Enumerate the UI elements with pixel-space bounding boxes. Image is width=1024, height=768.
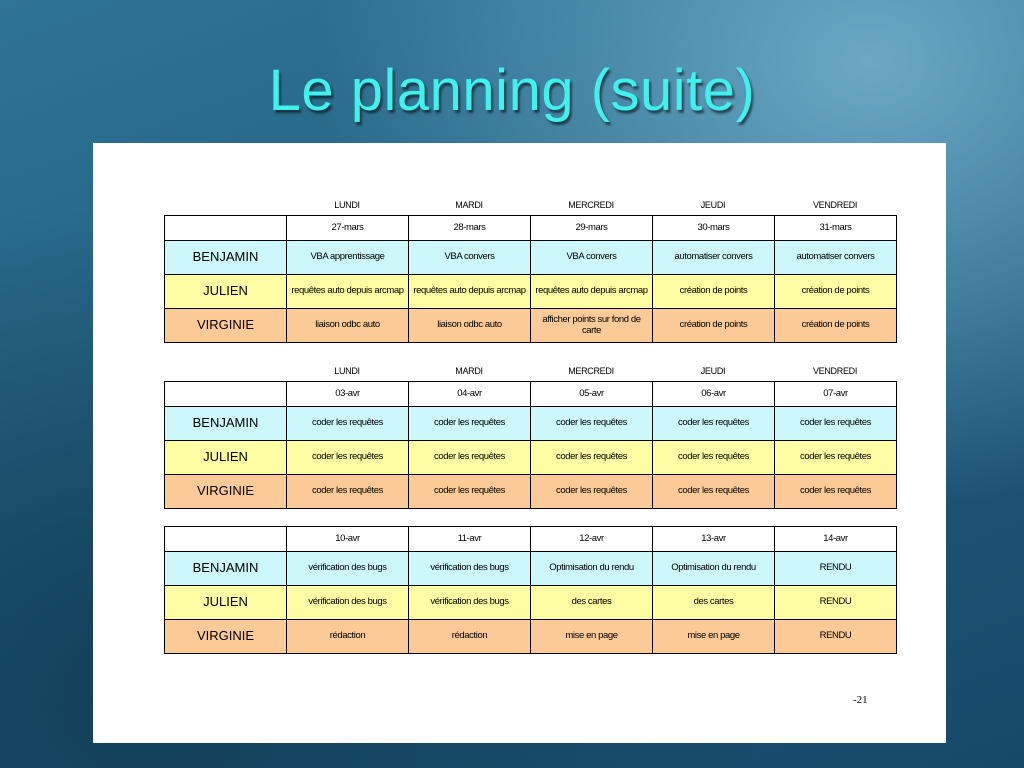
week-schedule-1 xyxy=(164,195,897,343)
task-cell: des cartes xyxy=(531,586,653,620)
task-cell: Optimisation du rendu xyxy=(531,552,653,586)
person-name: JULIEN xyxy=(165,586,287,620)
person-row xyxy=(165,241,897,275)
corner-cell xyxy=(165,216,287,241)
schedule-document xyxy=(93,143,946,743)
date-cell: 07-avr xyxy=(775,382,897,407)
person-name: BENJAMIN xyxy=(165,241,287,275)
task-cell: création de points xyxy=(653,275,775,309)
task-cell: requêtes auto depuis arcmap xyxy=(531,275,653,309)
day-name: JEUDI xyxy=(700,200,726,210)
person-row xyxy=(165,475,897,509)
task-cell: vérification des bugs xyxy=(409,552,531,586)
person-row xyxy=(165,586,897,620)
task-cell: Optimisation du rendu xyxy=(653,552,775,586)
task-cell: coder les requêtes xyxy=(775,441,897,475)
date-row xyxy=(165,527,897,552)
task-cell: RENDU xyxy=(775,620,897,654)
task-cell: coder les requêtes xyxy=(653,475,775,509)
task-cell: coder les requêtes xyxy=(409,475,531,509)
person-row xyxy=(165,620,897,654)
person-row xyxy=(165,441,897,475)
task-cell: liaison odbc auto xyxy=(287,309,409,343)
task-cell: automatiser convers xyxy=(775,241,897,275)
date-cell: 31-mars xyxy=(775,216,897,241)
task-cell: rédaction xyxy=(287,620,409,654)
person-name: VIRGINIE xyxy=(165,309,287,343)
task-cell: coder les requêtes xyxy=(531,441,653,475)
week-schedule-3 xyxy=(164,526,897,654)
day-name: MERCREDI xyxy=(568,200,614,210)
week-schedule-2 xyxy=(164,361,897,509)
date-cell: 12-avr xyxy=(531,527,653,552)
day-name: VENDREDI xyxy=(812,200,858,210)
date-cell: 10-avr xyxy=(287,527,409,552)
task-cell: VBA convers xyxy=(409,241,531,275)
task-cell: coder les requêtes xyxy=(531,407,653,441)
task-cell: coder les requêtes xyxy=(531,475,653,509)
task-cell: vérification des bugs xyxy=(287,552,409,586)
date-row xyxy=(165,382,897,407)
person-name: BENJAMIN xyxy=(165,407,287,441)
schedule-table xyxy=(164,215,897,343)
task-cell: coder les requêtes xyxy=(775,407,897,441)
task-cell: coder les requêtes xyxy=(287,441,409,475)
day-name: LUNDI xyxy=(334,366,360,376)
task-cell: création de points xyxy=(775,309,897,343)
day-name: MARDI xyxy=(455,366,483,376)
day-name: LUNDI xyxy=(334,200,360,210)
date-cell: 13-avr xyxy=(653,527,775,552)
day-name: VENDREDI xyxy=(812,366,858,376)
person-name: JULIEN xyxy=(165,441,287,475)
date-row xyxy=(165,216,897,241)
date-cell: 30-mars xyxy=(653,216,775,241)
task-cell: automatiser convers xyxy=(653,241,775,275)
page-number: -21 xyxy=(853,694,868,706)
task-cell: RENDU xyxy=(775,586,897,620)
day-name: MERCREDI xyxy=(568,366,614,376)
task-cell: mise en page xyxy=(653,620,775,654)
day-header-row xyxy=(164,361,897,381)
date-cell: 06-avr xyxy=(653,382,775,407)
date-cell: 03-avr xyxy=(287,382,409,407)
task-cell: des cartes xyxy=(653,586,775,620)
schedule-table xyxy=(164,526,897,654)
date-cell: 05-avr xyxy=(531,382,653,407)
task-cell: VBA apprentissage xyxy=(287,241,409,275)
day-name: JEUDI xyxy=(700,366,726,376)
day-name: MARDI xyxy=(455,200,483,210)
date-cell: 29-mars xyxy=(531,216,653,241)
date-cell: 04-avr xyxy=(409,382,531,407)
task-cell: coder les requêtes xyxy=(287,475,409,509)
task-cell: coder les requêtes xyxy=(653,407,775,441)
task-cell: VBA convers xyxy=(531,241,653,275)
schedule-table xyxy=(164,381,897,509)
slide-title: Le planning (suite) xyxy=(268,58,756,123)
person-name: BENJAMIN xyxy=(165,552,287,586)
task-cell: coder les requêtes xyxy=(653,441,775,475)
person-row xyxy=(165,275,897,309)
person-row xyxy=(165,552,897,586)
date-cell: 11-avr xyxy=(409,527,531,552)
task-cell: liaison odbc auto xyxy=(409,309,531,343)
task-cell: requêtes auto depuis arcmap xyxy=(287,275,409,309)
day-header-row xyxy=(164,195,897,215)
task-cell: RENDU xyxy=(775,552,897,586)
task-cell: coder les requêtes xyxy=(409,407,531,441)
task-cell: vérification des bugs xyxy=(287,586,409,620)
task-cell: coder les requêtes xyxy=(287,407,409,441)
task-cell: coder les requêtes xyxy=(409,441,531,475)
task-cell: mise en page xyxy=(531,620,653,654)
corner-cell xyxy=(165,382,287,407)
date-cell: 14-avr xyxy=(775,527,897,552)
task-cell: création de points xyxy=(775,275,897,309)
task-cell: afficher points sur fond de carte xyxy=(531,309,653,343)
person-name: JULIEN xyxy=(165,275,287,309)
task-cell: rédaction xyxy=(409,620,531,654)
task-cell: création de points xyxy=(653,309,775,343)
corner-cell xyxy=(165,527,287,552)
person-row xyxy=(165,309,897,343)
person-name: VIRGINIE xyxy=(165,475,287,509)
date-cell: 28-mars xyxy=(409,216,531,241)
task-cell: vérification des bugs xyxy=(409,586,531,620)
task-cell: requêtes auto depuis arcmap xyxy=(409,275,531,309)
task-cell: coder les requêtes xyxy=(775,475,897,509)
person-name: VIRGINIE xyxy=(165,620,287,654)
date-cell: 27-mars xyxy=(287,216,409,241)
person-row xyxy=(165,407,897,441)
